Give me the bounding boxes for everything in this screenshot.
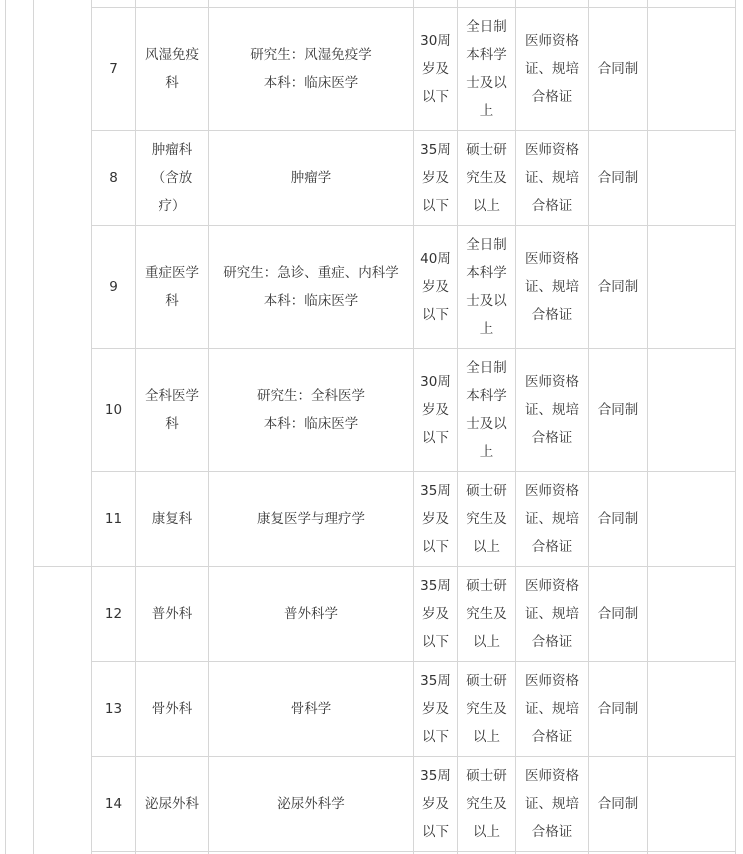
row-number-cell [92,349,135,471]
row-number-cell [92,8,135,130]
education-text: 上 [479,103,494,119]
education-text: 究生及 [466,511,507,527]
education-cell [458,8,515,130]
row-number-text: 9 [109,279,118,295]
age-limit-text: 岁及 [422,170,449,186]
education-text: 硕士研 [466,142,507,158]
employment-type-cell [589,226,647,348]
education-text: 以上 [473,729,500,745]
certificate-text: 合格证 [531,430,573,446]
row-number-cell [92,757,135,851]
employment-type-cell [589,349,647,471]
department-text: 骨外科 [151,701,193,717]
column-divider [735,0,736,854]
age-limit-cell [414,472,457,566]
certificate-text: 医师资格 [525,483,579,499]
row-number-cell [92,567,135,661]
column-divider [647,0,648,854]
certificate-text: 合格证 [531,729,573,745]
age-limit-text: 岁及 [422,511,449,527]
department-text: 风湿免疫 [145,47,199,63]
age-limit-text: 以下 [422,198,449,214]
certificate-cell [516,757,588,851]
department-cell [136,349,208,471]
education-text: 本科学 [466,47,507,63]
age-limit-text: 岁及 [422,701,449,717]
certificate-text: 医师资格 [525,142,579,158]
employment-type-text: 合同制 [597,402,639,418]
department-cell [136,757,208,851]
age-limit-cell [414,8,457,130]
row-number-cell [92,662,135,756]
education-text: 士及以 [466,75,507,91]
major-text: 研究生：风湿免疫学 [250,47,372,63]
age-limit-cell [414,349,457,471]
major-cell [209,226,413,348]
certificate-text: 医师资格 [525,578,579,594]
education-text: 究生及 [466,701,507,717]
row-number-cell [92,226,135,348]
education-cell [458,567,515,661]
certificate-cell [516,472,588,566]
certificate-text: 证、规培 [525,279,579,295]
department-text: 肿瘤科 [151,142,193,158]
certificate-cell [516,226,588,348]
major-text: 骨科学 [290,701,332,717]
department-text: 全科医学 [145,388,199,404]
certificate-text: 证、规培 [525,796,579,812]
certificate-text: 证、规培 [525,701,579,717]
certificate-cell [516,567,588,661]
certificate-text: 证、规培 [525,61,579,77]
department-cell [136,472,208,566]
education-cell [458,349,515,471]
education-text: 以上 [473,634,500,650]
major-cell [209,757,413,851]
education-text: 究生及 [466,170,507,186]
age-limit-text: 35周 [420,142,451,158]
education-cell [458,757,515,851]
major-cell [209,567,413,661]
department-cell [136,662,208,756]
employment-type-cell [589,131,647,225]
education-text: 硕士研 [466,578,507,594]
major-cell [209,131,413,225]
employment-type-cell [589,472,647,566]
employment-type-text: 合同制 [597,61,639,77]
certificate-text: 合格证 [531,307,573,323]
certificate-text: 医师资格 [525,251,579,267]
department-cell [136,226,208,348]
column-divider [5,0,6,854]
department-text: 疗） [158,198,186,214]
employment-type-text: 合同制 [597,701,639,717]
education-text: 以上 [473,198,500,214]
employment-type-text: 合同制 [597,170,639,186]
age-limit-text: 岁及 [422,402,449,418]
age-limit-cell [414,757,457,851]
major-text: 研究生：全科医学 [257,388,365,404]
employment-type-text: 合同制 [597,511,639,527]
major-text: 康复医学与理疗学 [257,511,365,527]
department-cell [136,8,208,130]
age-limit-text: 40周 [420,251,451,267]
education-text: 以上 [473,824,500,840]
age-limit-text: 30周 [420,374,451,390]
education-cell [458,662,515,756]
age-limit-text: 以下 [422,307,449,323]
age-limit-text: 35周 [420,578,451,594]
row-divider [91,851,736,852]
major-text: 研究生：急诊、重症、内科学 [223,265,399,281]
certificate-cell [516,131,588,225]
age-limit-text: 岁及 [422,606,449,622]
education-text: 本科学 [466,388,507,404]
education-text: 士及以 [466,293,507,309]
age-limit-text: 以下 [422,729,449,745]
row-number-text: 13 [104,701,123,717]
education-text: 全日制 [466,237,507,253]
education-text: 究生及 [466,606,507,622]
age-limit-cell [414,226,457,348]
certificate-cell [516,662,588,756]
department-text: 科 [165,293,179,309]
education-text: 本科学 [466,265,507,281]
certificate-cell [516,8,588,130]
age-limit-text: 以下 [422,824,449,840]
education-cell [458,472,515,566]
education-text: 士及以 [466,416,507,432]
employment-type-cell [589,8,647,130]
age-limit-text: 35周 [420,673,451,689]
column-divider [33,0,34,854]
certificate-text: 证、规培 [525,402,579,418]
row-number-text: 10 [104,402,123,418]
row-number-cell [92,131,135,225]
age-limit-text: 岁及 [422,279,449,295]
education-text: 以上 [473,539,500,555]
age-limit-text: 岁及 [422,796,449,812]
major-text: 本科：临床医学 [263,293,359,309]
certificate-text: 证、规培 [525,606,579,622]
certificate-text: 证、规培 [525,170,579,186]
education-text: 全日制 [466,19,507,35]
age-limit-text: 以下 [422,430,449,446]
certificate-text: 合格证 [531,634,573,650]
age-limit-text: 35周 [420,768,451,784]
employment-type-text: 合同制 [597,796,639,812]
education-text: 硕士研 [466,768,507,784]
employment-type-cell [589,757,647,851]
age-limit-text: 35周 [420,483,451,499]
certificate-text: 医师资格 [525,768,579,784]
education-cell [458,131,515,225]
row-number-cell [92,472,135,566]
employment-type-cell [589,662,647,756]
certificate-text: 医师资格 [525,33,579,49]
employment-type-text: 合同制 [597,606,639,622]
certificate-cell [516,349,588,471]
row-number-text: 7 [109,61,118,77]
department-text: 康复科 [151,511,193,527]
row-number-text: 11 [104,511,123,527]
major-cell [209,349,413,471]
major-text: 本科：临床医学 [263,416,359,432]
major-text: 泌尿外科学 [277,796,345,812]
department-text: 泌尿外科 [145,796,199,812]
age-limit-text: 以下 [422,89,449,105]
certificate-text: 证、规培 [525,511,579,527]
department-text: 普外科 [151,606,193,622]
education-text: 硕士研 [466,673,507,689]
department-cell [136,567,208,661]
education-text: 上 [479,321,494,337]
department-text: 科 [165,416,179,432]
major-text: 本科：临床医学 [263,75,359,91]
age-limit-text: 30周 [420,33,451,49]
major-cell [209,662,413,756]
department-text: 重症医学 [145,265,199,281]
education-text: 究生及 [466,796,507,812]
certificate-text: 合格证 [531,824,573,840]
employment-type-cell [589,567,647,661]
certificate-text: 合格证 [531,539,573,555]
education-cell [458,226,515,348]
certificate-text: 合格证 [531,89,573,105]
age-limit-cell [414,567,457,661]
department-cell [136,131,208,225]
age-limit-cell [414,131,457,225]
age-limit-text: 以下 [422,634,449,650]
certificate-text: 合格证 [531,198,573,214]
employment-type-text: 合同制 [597,279,639,295]
major-text: 普外科学 [284,606,338,622]
row-number-text: 8 [109,170,118,186]
age-limit-text: 岁及 [422,61,449,77]
department-text: （含放 [151,170,193,186]
major-text: 肿瘤学 [290,170,332,186]
department-text: 科 [165,75,179,91]
row-number-text: 14 [104,796,123,812]
age-limit-cell [414,662,457,756]
education-text: 硕士研 [466,483,507,499]
row-number-text: 12 [104,606,123,622]
major-cell [209,8,413,130]
education-text: 上 [479,444,494,460]
age-limit-text: 以下 [422,539,449,555]
education-text: 全日制 [466,360,507,376]
certificate-text: 医师资格 [525,673,579,689]
certificate-text: 医师资格 [525,374,579,390]
major-cell [209,472,413,566]
